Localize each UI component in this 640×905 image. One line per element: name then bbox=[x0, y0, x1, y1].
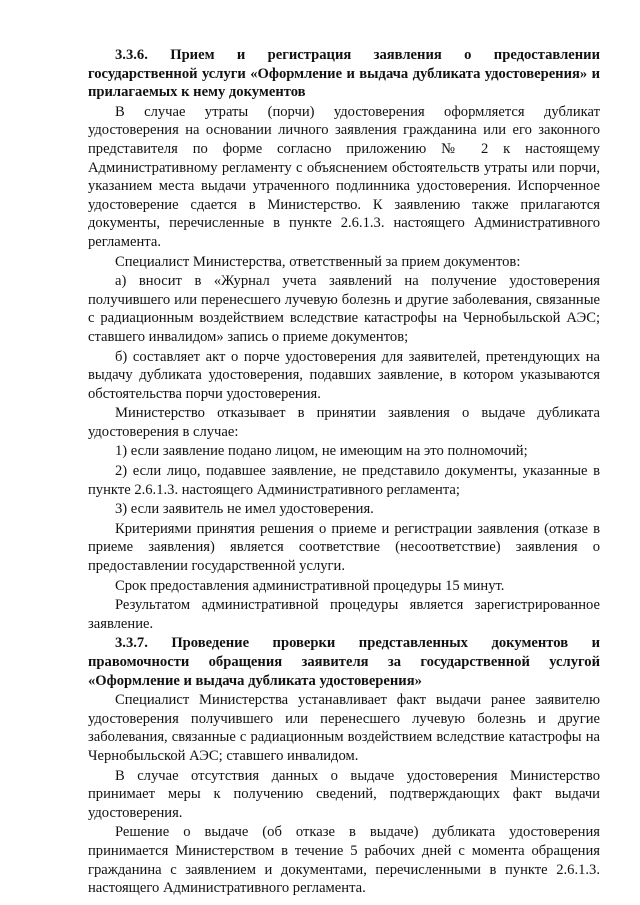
paragraph: Результатом административной процедуры является зарегистрированное заявление. bbox=[88, 597, 600, 632]
list-item: 1) если заявление подано лицом, не имеющим на это полномочий; bbox=[115, 443, 528, 460]
paragraph: Решение о выдаче (об отказе в выдаче) дубликата удостоверения принимается Министерством в течение 5 рабочих дней с момента обращения гражданина с заявлением и документами, перечисленными в пункте 2.6.1.3. настоящего Административного регламента. bbox=[88, 824, 600, 897]
paragraph: Срок предоставления административной процедуры 15 минут. bbox=[115, 577, 505, 594]
list-item: 3) если заявитель не имел удостоверения. bbox=[115, 501, 374, 518]
list-item: а) вносит в «Журнал учета заявлений на получение удостоверения получившего или перенесшего лучевую болезнь и другие заболевания, связанные с радиационным воздействием вследствие катастрофы на Чернобыльской АЭС; ставшего инвалидом» запись о приеме документов; bbox=[88, 273, 600, 345]
document-body bbox=[88, 46, 600, 898]
paragraph: Критериями принятия решения о приеме и регистрации заявления (отказе в приеме заявления) является соответствие (несоответствие) заявления о предоставлении государственной услуги. bbox=[88, 520, 600, 575]
paragraph: В случае утраты (порчи) удостоверения оформляется дубликат удостоверения на основании личного заявления гражданина или его законного представителя по форме согласно приложению № 2 к настоящему Административному регламенту с объяснением обстоятельств утраты или порчи, указанием места выдачи утраченного подлинника удостоверения. Испорченное удостоверение сдается в Министерство. К заявлению также прилагаются документы, перечисленные в пункте 2.6.1.3. настоящего Административного регламента. bbox=[88, 103, 600, 250]
paragraph: Специалист Министерства устанавливает факт выдачи ранее заявителю удостоверения получившего или перенесшего лучевую болезнь и другие заболевания, связанные с радиационным воздействием вследствие катастрофы на Чернобыльской АЭС; ставшего инвалидом. bbox=[88, 692, 600, 764]
paragraph: Министерство отказывает в принятии заявления о выдаче дубликата удостоверения в случае: bbox=[88, 405, 600, 440]
paragraph: Специалист Министерства, ответственный за прием документов: bbox=[115, 253, 521, 270]
list-item: б) составляет акт о порче удостоверения для заявителей, претендующих на выдачу дубликата удостоверения, подавших заявление, в котором указываются обстоятельства порчи удостоверения. bbox=[88, 348, 600, 402]
section-3-3-6-heading: 3.3.6. Прием и регистрация заявления о предоставлении государственной услуги «Оформление и выдача дубликата удостоверения» и прилагаемых к нему документов bbox=[88, 47, 600, 101]
paragraph: В случае отсутствия данных о выдаче удостоверения Министерство принимает меры к получению сведений, подтверждающих факт выдачи удостоверения. bbox=[88, 767, 600, 821]
list-item: 2) если лицо, подавшее заявление, не представило документы, указанные в пункте 2.6.1.3. настоящего Административного регламента; bbox=[88, 463, 600, 498]
section-3-3-7-heading: 3.3.7. Проведение проверки представленных документов и правомочности обращения заявителя за государственной услугой «Оформление и выдача дубликата удостоверения» bbox=[88, 635, 600, 689]
